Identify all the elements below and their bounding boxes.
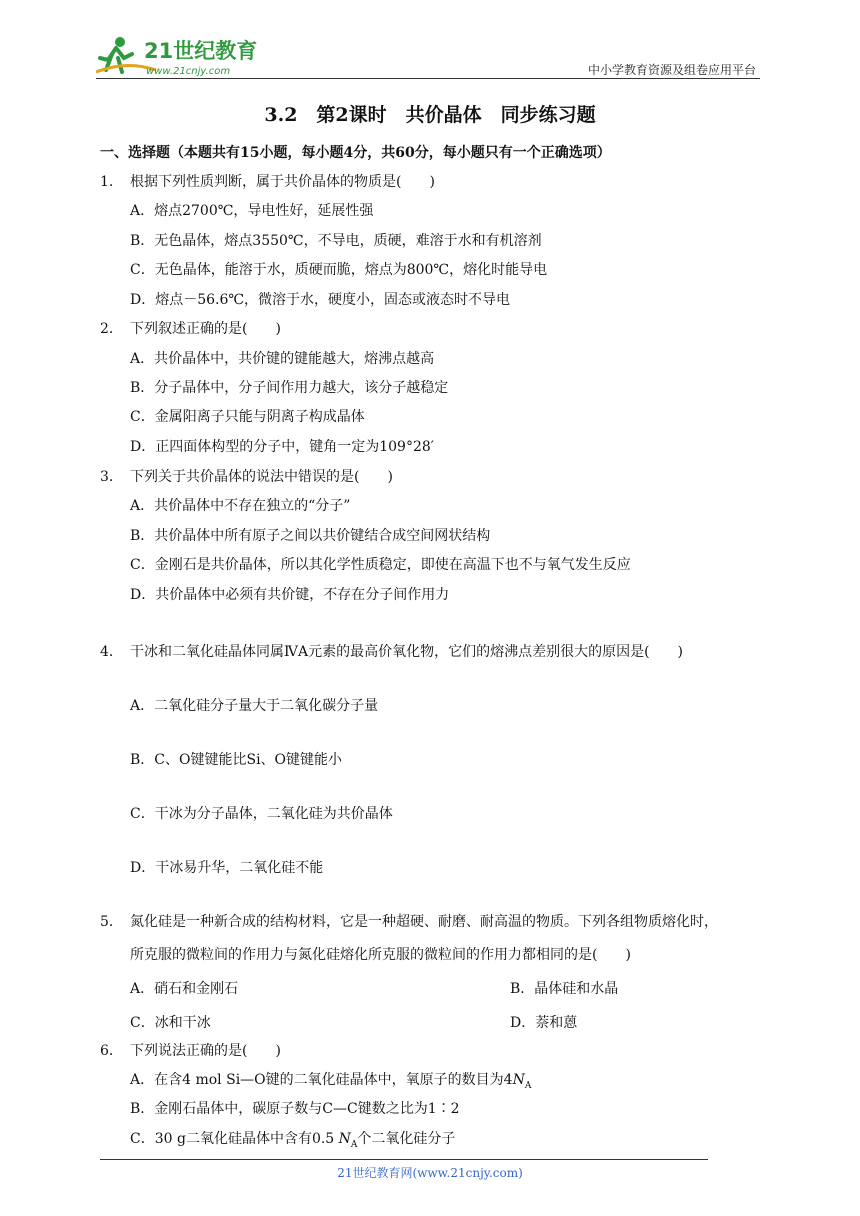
option-b: B．C、O键键能比Si、O键键能小 bbox=[130, 752, 343, 768]
option-b: B．分子晶体中，分子间作用力越大，该分子越稳定 bbox=[130, 380, 449, 396]
option-a: A．熔点2700℃，导电性好，延展性强 bbox=[130, 203, 374, 219]
option-a: A．在含4 mol Si—O键的二氧化硅晶体中，氧原子的数目为$4N_A$ bbox=[130, 1072, 532, 1091]
question-stem: 6． 下列说法正确的是( ) bbox=[100, 1043, 281, 1059]
option-c: C．30 g二氧化硅晶体中含有0.5 $N_A$个二氧化硅分子 bbox=[130, 1131, 456, 1150]
option-c: C．金属阳离子只能与阴离子构成晶体 bbox=[130, 409, 365, 425]
option-a: A．共价晶体中，共价键的键能越大，熔沸点越高 bbox=[130, 351, 435, 367]
option-a: A．二氧化硅分子量大于二氧化碳分子量 bbox=[130, 698, 379, 714]
option-a: A．共价晶体中不存在独立的“分子” bbox=[130, 498, 351, 514]
question-stem: 3． 下列关于共价晶体的说法中错误的是( ) bbox=[100, 469, 393, 485]
section-heading: 一、选择题（本题共有15小题，每小题4分，共60分，每小题只有一个正确选项） bbox=[100, 145, 611, 161]
question-stem: 2． 下列叙述正确的是( ) bbox=[100, 321, 281, 337]
question-stem-continued: 所克服的微粒间的作用力与氮化硅熔化所克服的微粒间的作用力都相同的是( ) bbox=[130, 947, 631, 963]
footer-divider bbox=[100, 1159, 708, 1160]
header-platform-text: 中小学教育资源及组卷应用平台 bbox=[587, 63, 756, 77]
option-a: A．硝石和金刚石 bbox=[130, 981, 239, 997]
header-divider bbox=[96, 78, 760, 79]
footer-link[interactable]: 21世纪教育网(www.21cnjy.com) bbox=[337, 1166, 523, 1180]
option-b: B．晶体硅和水晶 bbox=[510, 981, 619, 997]
logo-text: 21世纪教育 bbox=[144, 39, 258, 63]
option-c: C．无色晶体，能溶于水，质硬而脆，熔点为800℃，熔化时能导电 bbox=[130, 262, 548, 278]
option-d: D．熔点－56.6℃，微溶于水，硬度小，固态或液态时不导电 bbox=[130, 292, 511, 308]
logo-url: www.21cnjy.com bbox=[146, 66, 231, 77]
site-logo bbox=[96, 34, 266, 80]
option-d: D．干冰易升华，二氧化硅不能 bbox=[130, 860, 324, 876]
option-d: D．共价晶体中必须有共价键，不存在分子间作用力 bbox=[130, 587, 450, 603]
question-stem: 4． 干冰和二氧化硅晶体同属ⅣA元素的最高价氧化物，它们的熔沸点差别很大的原因是( ) bbox=[100, 644, 684, 660]
option-b: B．无色晶体，熔点3550℃，不导电，质硬，难溶于水和有机溶剂 bbox=[130, 233, 542, 249]
question-stem: 5． 氮化硅是一种新合成的结构材料，它是一种超硬、耐磨、耐高温的物质。下列各组物质熔化时， bbox=[100, 914, 718, 930]
option-c: C．干冰为分子晶体，二氧化硅为共价晶体 bbox=[130, 806, 393, 822]
option-d: D．萘和蒽 bbox=[510, 1015, 578, 1031]
option-b: B．共价晶体中所有原子之间以共价键结合成空间网状结构 bbox=[130, 528, 491, 544]
option-b: B．金刚石晶体中，碳原子数与C—C键数之比为1∶2 bbox=[130, 1101, 460, 1117]
page-title: 3.2 第2课时 共价晶体 同步练习题 bbox=[264, 104, 596, 126]
option-c: C．金刚石是共价晶体，所以其化学性质稳定，即使在高温下也不与氧气发生反应 bbox=[130, 557, 631, 573]
option-d: D．正四面体构型的分子中，键角一定为109°28′ bbox=[130, 439, 434, 455]
question-stem: 1． 根据下列性质判断，属于共价晶体的物质是( ) bbox=[100, 174, 435, 190]
option-c: C．冰和干冰 bbox=[130, 1015, 211, 1031]
